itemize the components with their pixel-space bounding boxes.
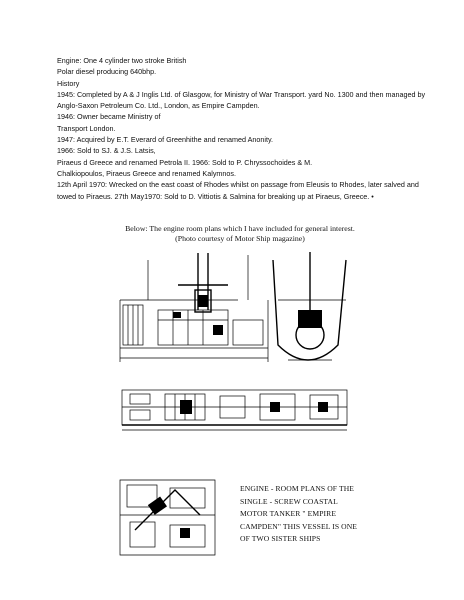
caption-line: Below: The engine room plans which I have included for general interest. <box>125 224 355 233</box>
history-text <box>57 55 429 202</box>
text-line: 1966: Sold to SJ. & J.S. Latsis, <box>57 146 156 156</box>
caption-line: MOTOR TANKER " EMPIRE <box>240 509 337 519</box>
caption-line: ENGINE - ROOM PLANS OF THE <box>240 484 355 493</box>
caption-line: CAMPDEN" THIS VESSEL IS ONE <box>240 521 358 531</box>
caption-line: OF TWO SISTER SHIPS <box>240 534 321 544</box>
text-line: Transport London. <box>57 123 116 133</box>
caption-line: SINGLE - SCREW COASTAL <box>240 496 338 506</box>
text-line: Chalkiopoulos, Piraeus Greece and renamed Kalymnos. <box>57 168 236 178</box>
text-line: 1947: Acquired by E.T. Everard of Greenhithe and renamed Anonity. <box>57 135 274 145</box>
text-line: 1946: Owner became Ministry of <box>57 112 161 122</box>
text-line: Polar diesel producing 640bhp. <box>57 67 157 77</box>
engine-room-plan-drawing <box>120 380 350 435</box>
engine-room-elevation-drawing <box>118 250 353 375</box>
text-line: Piraeus d Greece and renamed Petrola II. 1966: Sold to P. Chryssochoides & M. <box>57 157 313 167</box>
text-line: 1945: Completed by A & J Inglis Ltd. of Glasgow, for Ministry of War Transport. yard No. 1300 and then managed by Anglo-Saxon Petroleum Co. Ltd., London, as Empire Campden. <box>57 89 426 111</box>
text-line: Engine: One 4 cylinder two stroke British <box>57 56 187 65</box>
text-line: 12th April 1970: Wrecked on the east coast of Rhodes whilst on passage from Eleusis to Rhodes, later salved and towed to Piraeus. 27th May1970: Sold to D. Vittiotis & Salmina for breaking up at Piraeus, Greece. • <box>57 180 419 201</box>
engine-room-caption <box>240 483 408 546</box>
text-line: History <box>57 78 80 88</box>
caption-line: (Photo courtesy of Motor Ship magazine) <box>175 234 305 243</box>
figure-caption <box>100 224 380 244</box>
engine-room-detail-drawing <box>115 470 225 565</box>
